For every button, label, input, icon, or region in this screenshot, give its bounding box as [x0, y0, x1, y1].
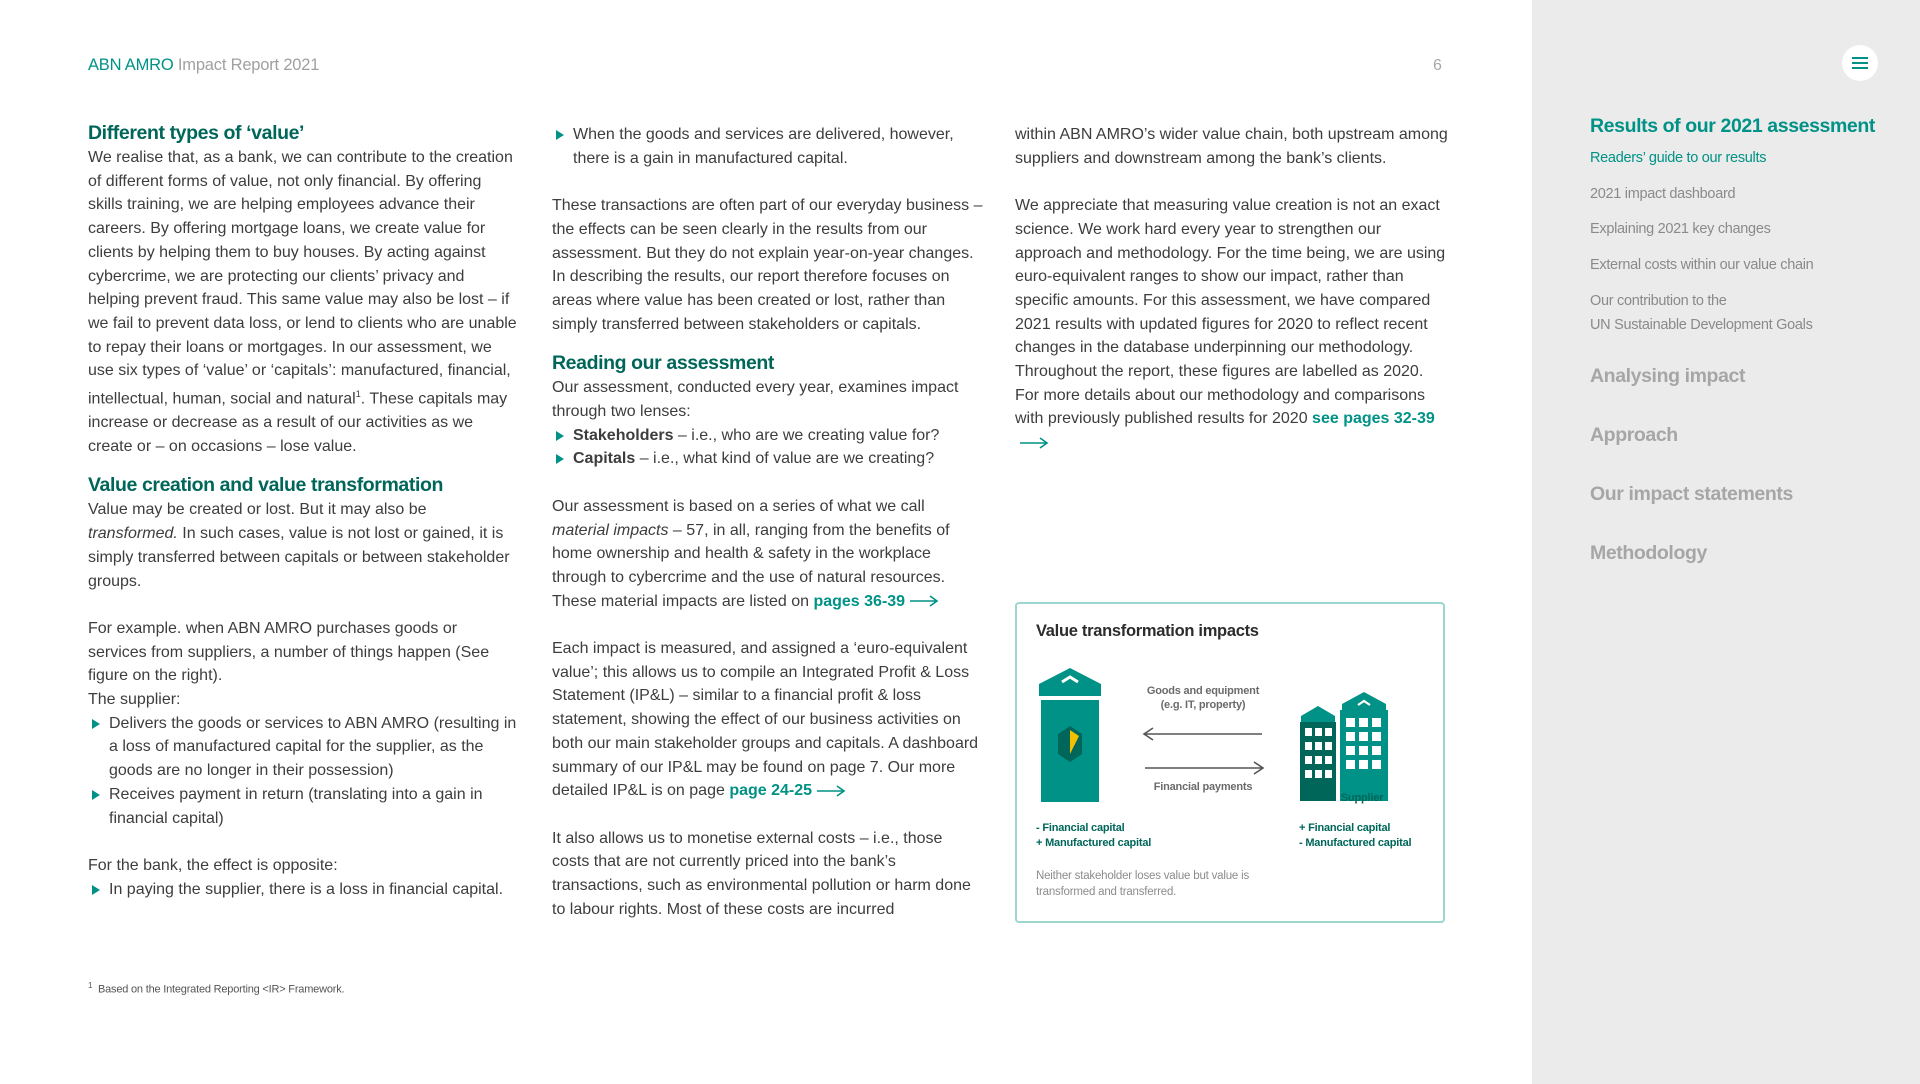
supplier-bullets [88, 712, 518, 831]
list-item: When the goods and services are delivered, however, there is a gain in manufactured capital. [552, 123, 984, 170]
footnote-text: Based on the Integrated Reporting <IR> Framework. [97, 983, 345, 996]
figure-title: Value transformation impacts [1036, 622, 1259, 640]
heading-value-creation: Value creation and value transformation [88, 474, 444, 497]
heading-reading-assessment: Reading our assessment [552, 352, 775, 375]
paragraph-material-impacts: Our assessment is based on a series of what we call material impacts – 57, in all, ranging from the benefits of home ownership and health & safety in the workplace through to cybercrime and the use of natural resources. These material impacts are listed on pages 36-39 [552, 497, 950, 610]
paragraph-transactions: These transactions are often part of our everyday business – the effects can be seen clearly in the results from our assessment. But they do not explain year-on-year changes. In describing the results, our report therefore focuses on areas where value has been created or lost, rather than simply transferred between stakeholders or capitals. [552, 197, 983, 333]
bank-capitals: - Financial capital + Manufactured capital [1036, 822, 1152, 849]
report-title: Impact Report 2021 [177, 56, 320, 74]
brand-name: ABN AMRO [88, 56, 174, 74]
footnote-number: 1 [88, 981, 93, 990]
page-number: 6 [1433, 57, 1442, 74]
goods-label: Goods and equipment (e.g. IT, property) [1146, 685, 1260, 711]
nav-sdg-contribution[interactable]: Our contribution to the UN Sustainable Development Goals [1590, 292, 1813, 333]
paragraph-value-types: We realise that, as a bank, we can contribute to the creation of different forms of value, not only financial. By offering skills training, we are helping employees advance their careers. By offering mortgage loans, we create value for clients by helping them to buy houses. By acting against cybercrime, we are protecting our clients’ privacy and helping prevent fraud. This same value may also be lost – if we fail to prevent data loss, or lend to clients who are unable to repay their loans or mortgages. In our assessment, we use six types of ‘value’ or ‘capitals’: manufactured, financial, intellectual, human, social and natural$^1$. These capitals may increase or decrease as a result of our activities as we create or – on occasions – lose value. [88, 149, 517, 455]
nav-methodology[interactable]: Methodology [1590, 542, 1707, 565]
heading-value-types: Different types of ‘value’ [88, 122, 305, 144]
report-header [88, 56, 319, 75]
link-page-24-25[interactable]: page 24-25 [729, 782, 846, 799]
list-item: Stakeholders – i.e., who are we creating value for? [552, 424, 984, 448]
footnote-ref[interactable]: 1 [355, 389, 361, 400]
arrow-right-icon [909, 595, 939, 607]
nav-external-costs[interactable]: External costs within our value chain [1590, 257, 1814, 274]
section-navigation [1590, 113, 1875, 566]
list-item: Capitals – i.e., what kind of value are we creating? [552, 447, 984, 471]
paragraph-two-lenses: Our assessment, conducted every year, examines impact through two lenses: [552, 379, 959, 421]
bank-bullets [88, 878, 518, 902]
nav-results-2021[interactable]: Results of our 2021 assessment [1590, 115, 1875, 137]
bank-building-icon [1039, 668, 1101, 802]
arrow-right-icon [1019, 437, 1049, 449]
nav-key-changes[interactable]: Explaining 2021 key changes [1590, 221, 1771, 238]
column-1 [88, 120, 518, 901]
nav-impact-statements[interactable]: Our impact statements [1590, 483, 1793, 506]
column-3 [1015, 123, 1451, 455]
paragraph-external-costs: It also allows us to monetise external costs – i.e., those costs that are not currently priced into the bank’s transactions, such as environmental pollution or harm done to labour rights. Most of these costs are incurred [552, 829, 971, 918]
supplier-label: Supplier [1340, 792, 1384, 804]
lenses-list [552, 424, 984, 471]
value-transformation-figure [1015, 602, 1445, 923]
link-pages-32-39[interactable]: see pages 32-39 [1015, 410, 1435, 451]
paragraph-supplier: The supplier: [88, 691, 181, 709]
hamburger-menu-icon[interactable] [1842, 45, 1878, 81]
bank-bullets-continued [552, 123, 984, 170]
figure-note: Neither stakeholder loses value but value is transformed and transferred. [1036, 870, 1250, 898]
transfer-arrows [1144, 728, 1263, 774]
nav-readers-guide[interactable]: Readers’ guide to our results [1590, 150, 1767, 166]
paragraph-bank-effect: For the bank, the effect is opposite: [88, 856, 338, 874]
payments-label: Financial payments [1153, 781, 1253, 793]
paragraph-value-chain: within ABN AMRO’s wider value chain, both upstream among suppliers and downstream among the bank’s clients. [1015, 126, 1448, 167]
arrow-right-icon [816, 785, 846, 797]
supplier-buildings-icon [1300, 692, 1388, 801]
paragraph-example: For example. when ABN AMRO purchases goods or services from suppliers, a number of things happen (See figure on the right). [88, 619, 490, 685]
list-item: Receives payment in return (translating into a gain in financial capital) [88, 783, 518, 830]
paragraph-methodology: We appreciate that measuring value creation is not an exact science. We work hard every year to strengthen our approach and methodology. For the time being, we are using euro-equivalent ranges to show our impact, rather than specific amounts. For this assessment, we have compared 2021 results with updated figures for 2020 to reflect recent changes in the database underpinning our methodology. Throughout the report, these figures are labelled as 2020. For more details about our methodology and comparisons with previously published results for 2020 see pages 32-39 [1015, 194, 1451, 455]
link-pages-36-39[interactable]: pages 36-39 [813, 593, 939, 610]
supplier-capitals: + Financial capital - Manufactured capital [1299, 822, 1412, 849]
nav-approach[interactable]: Approach [1590, 424, 1678, 447]
paragraph-ipl: Each impact is measured, and assigned a ‘euro-equivalent value’; this allows us to compile an Integrated Profit & Loss Statement (IP&L) – similar to a financial profit & loss statement, showing the effect of our business activities on both our main stakeholder groups and capitals. A dashboard summary of our IP&L may be found on page 7. Our more detailed IP&L is on page page 24-25 [552, 640, 979, 800]
nav-analysing-impact[interactable]: Analysing impact [1590, 365, 1746, 388]
nav-impact-dashboard[interactable]: 2021 impact dashboard [1590, 185, 1736, 202]
list-item: Delivers the goods or services to ABN AMRO (resulting in a loss of manufactured capital for the supplier, as the goods are no longer in their possession) [88, 712, 518, 783]
list-item: In paying the supplier, there is a loss in financial capital. [88, 878, 518, 902]
paragraph-value-creation: Value may be created or lost. But it may also be transformed. In such cases, value is not lost or gained, it is simply transferred between capitals or between stakeholder groups. [88, 501, 510, 590]
column-2 [552, 123, 984, 921]
footnote [88, 981, 344, 996]
